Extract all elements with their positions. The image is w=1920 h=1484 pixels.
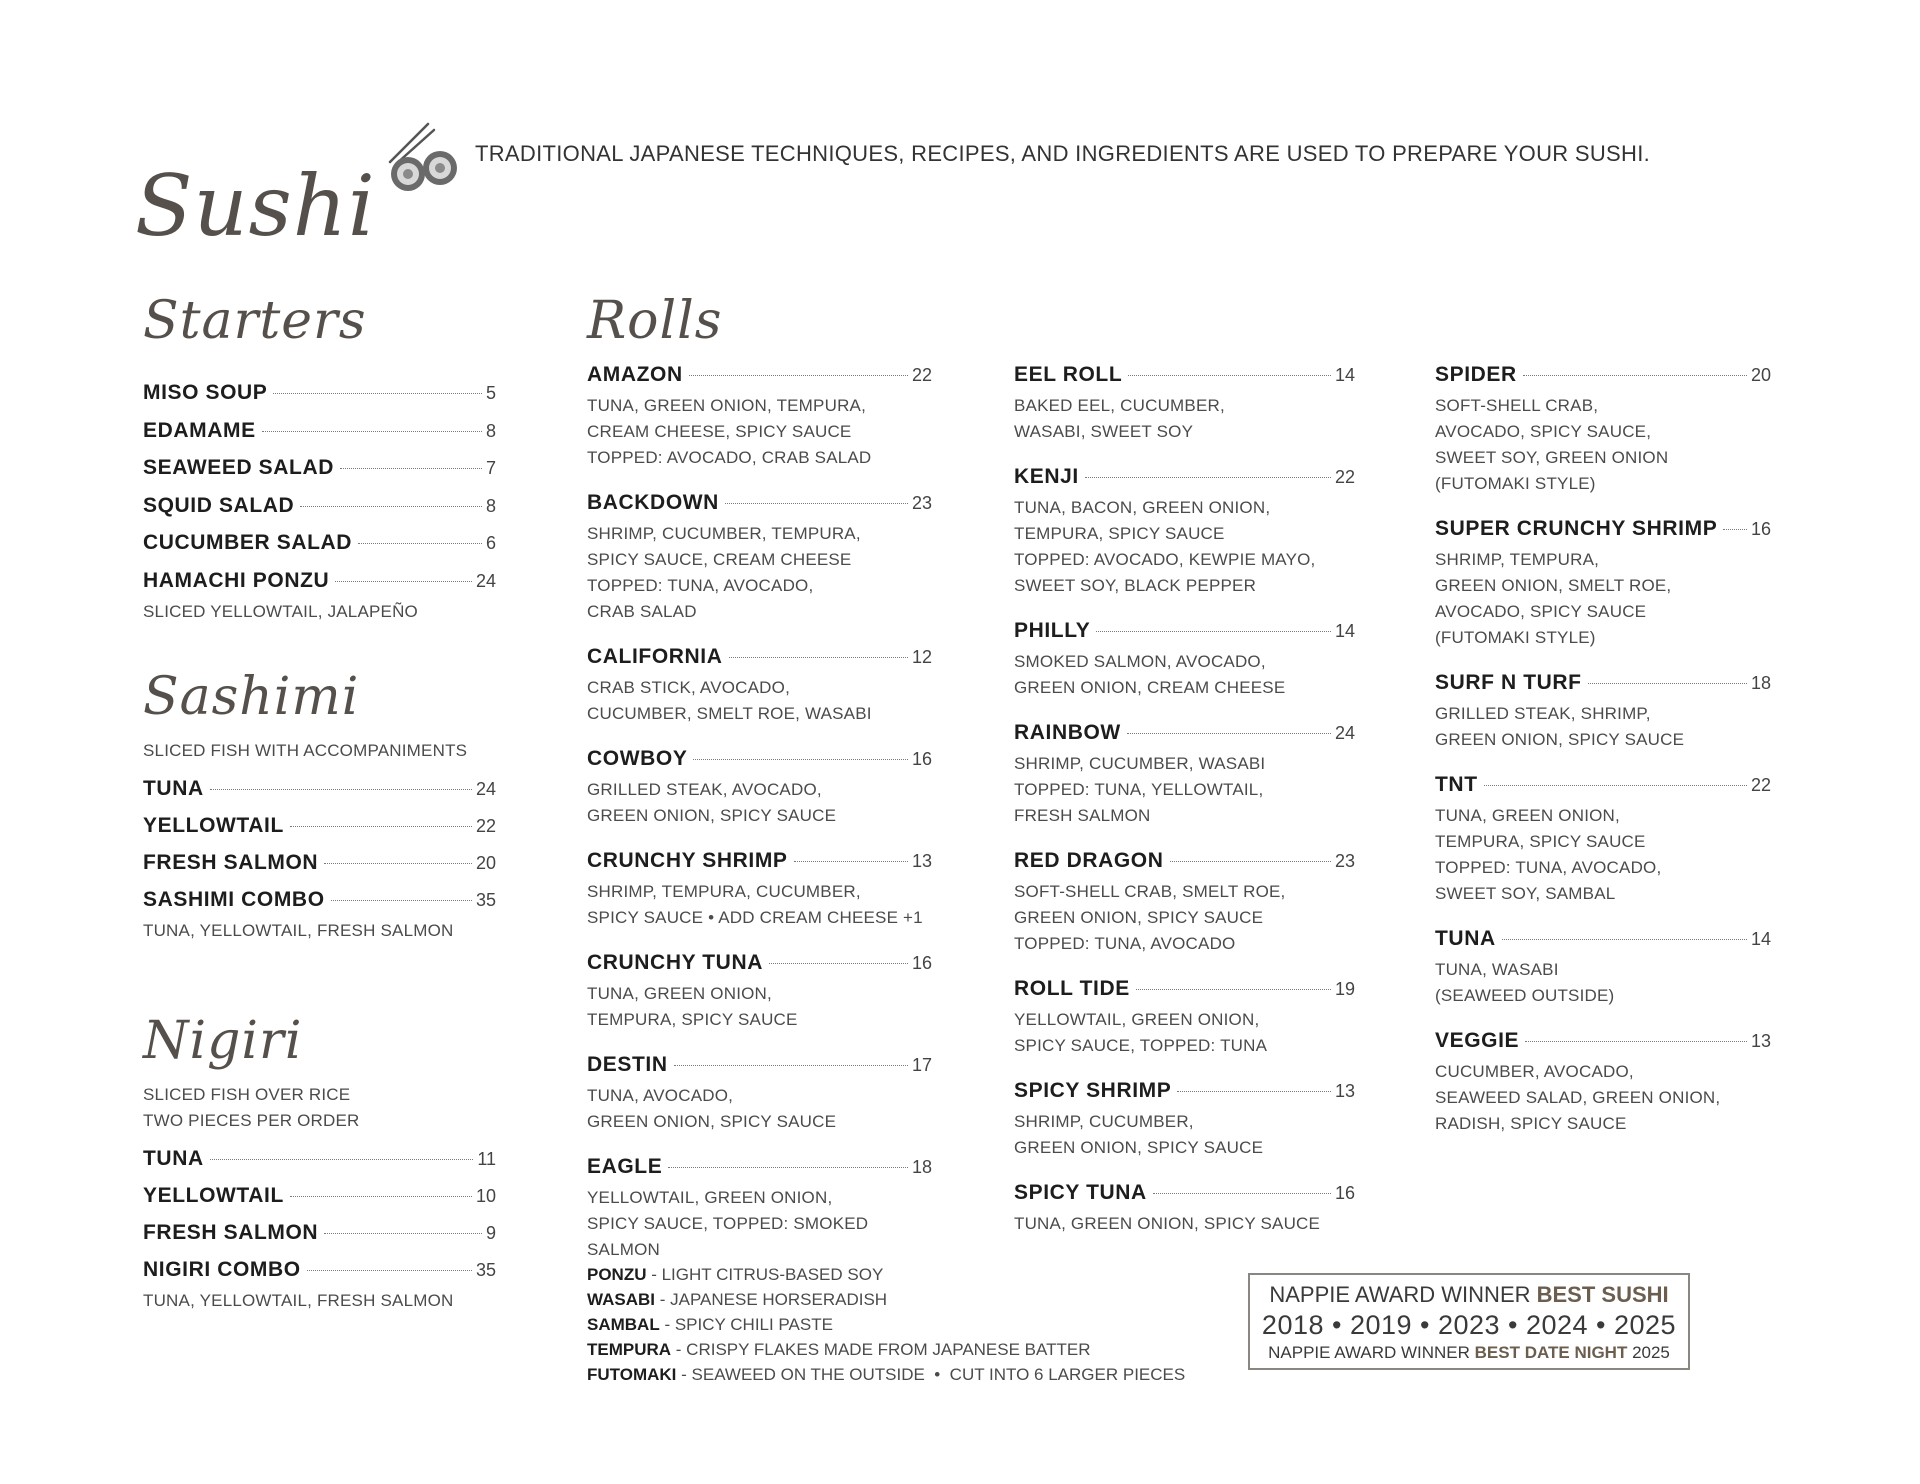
- item-price: 14: [1750, 929, 1771, 949]
- item-name: ROLL TIDE: [1014, 977, 1130, 1000]
- item-description: TUNA, AVOCADO,: [587, 1086, 734, 1105]
- menu-item: [143, 881, 496, 944]
- glossary-term: SAMBAL: [587, 1315, 660, 1334]
- item-description: FRESH SALMON: [1014, 806, 1151, 825]
- award-category: BEST DATE NIGHT: [1474, 1343, 1628, 1362]
- item-description: SHRIMP, TEMPURA, CUCUMBER,: [587, 882, 861, 901]
- sashimi-title: Sashimi: [143, 667, 360, 727]
- item-price: 22: [1334, 467, 1355, 487]
- sashimi-section: [143, 656, 496, 944]
- rolls-column-1: [587, 356, 932, 1276]
- dot-leader: [1170, 861, 1331, 862]
- item-price: 24: [475, 570, 496, 591]
- menu-item: [1435, 1022, 1771, 1137]
- dot-leader: [1723, 529, 1747, 530]
- item-name: DESTIN: [587, 1053, 668, 1076]
- item-price: 13: [1334, 1081, 1355, 1101]
- dot-leader: [290, 1196, 472, 1197]
- nigiri-section: [143, 1000, 496, 1314]
- item-name: SUPER CRUNCHY SHRIMP: [1435, 517, 1718, 540]
- starters-section: [143, 280, 496, 625]
- item-name: YELLOWTAIL: [143, 814, 284, 837]
- menu-item: [1435, 664, 1771, 753]
- item-name: EEL ROLL: [1014, 363, 1123, 386]
- item-name: TUNA: [143, 777, 204, 800]
- dot-leader: [1096, 631, 1331, 632]
- item-description: BAKED EEL, CUCUMBER,: [1014, 396, 1225, 415]
- item-price: 10: [475, 1186, 496, 1206]
- menu-item: [587, 1148, 932, 1263]
- menu-item: [1014, 458, 1355, 599]
- item-name: AMAZON: [587, 363, 683, 386]
- item-description: TUNA, GREEN ONION, TEMPURA,: [587, 396, 867, 415]
- item-description: GRILLED STEAK, AVOCADO,: [587, 780, 822, 799]
- dot-leader: [262, 431, 482, 432]
- item-price: 7: [485, 458, 496, 478]
- glossary-entry: [587, 1312, 1287, 1337]
- item-description: YELLOWTAIL, GREEN ONION,: [587, 1188, 833, 1207]
- item-price: 13: [1750, 1031, 1771, 1051]
- dot-leader: [729, 657, 908, 658]
- item-description: TUNA, YELLOWTAIL, FRESH SALMON: [143, 1291, 454, 1310]
- item-description: TOPPED: TUNA, YELLOWTAIL,: [1014, 780, 1264, 799]
- item-name: TUNA: [143, 1147, 204, 1170]
- dot-leader: [794, 861, 908, 862]
- item-name: YELLOWTAIL: [143, 1184, 284, 1207]
- menu-item: [1435, 510, 1771, 651]
- item-description: TOPPED: AVOCADO, CRAB SALAD: [587, 448, 872, 467]
- nigiri-subtitle: TWO PIECES PER ORDER: [143, 1111, 360, 1130]
- item-name: SEAWEED SALAD: [143, 456, 334, 479]
- glossary-definition: - SPICY CHILI PASTE: [659, 1315, 833, 1334]
- item-name: BACKDOWN: [587, 491, 719, 514]
- menu-item: [1014, 1072, 1355, 1161]
- dot-leader: [1085, 477, 1331, 478]
- item-price: 8: [485, 495, 496, 516]
- item-price: 6: [485, 533, 496, 553]
- award-year: 2025: [1627, 1343, 1670, 1362]
- menu-item: [587, 484, 932, 625]
- item-name: SASHIMI COMBO: [143, 888, 325, 911]
- dot-leader: [307, 1270, 472, 1271]
- menu-header: [135, 100, 1835, 256]
- item-name: SQUID SALAD: [143, 493, 295, 517]
- menu-item: [587, 638, 932, 727]
- item-price: 16: [911, 749, 932, 769]
- menu-item: [143, 844, 496, 881]
- item-description: CRAB SALAD: [587, 602, 697, 621]
- item-name: SPIDER: [1435, 363, 1517, 386]
- menu-item: [143, 1177, 496, 1214]
- item-name: FRESH SALMON: [143, 851, 319, 874]
- rolls-column-3: [1435, 356, 1771, 1150]
- menu-item: [143, 1251, 496, 1314]
- dot-leader: [273, 393, 482, 394]
- sashimi-subtitle: SLICED FISH WITH ACCOMPANIMENTS: [143, 741, 468, 760]
- item-price: 22: [1750, 775, 1771, 795]
- item-description: SHRIMP, CUCUMBER, WASABI: [1014, 754, 1266, 773]
- item-description: RADISH, SPICY SAUCE: [1435, 1114, 1627, 1133]
- item-description: TOPPED: TUNA, AVOCADO,: [587, 576, 814, 595]
- award-label: NAPPIE AWARD WINNER: [1269, 1282, 1537, 1307]
- glossary-definition: - JAPANESE HORSERADISH: [655, 1290, 888, 1309]
- menu-item: [143, 1214, 496, 1251]
- item-description: SEAWEED SALAD, GREEN ONION,: [1435, 1088, 1721, 1107]
- nigiri-title: Nigiri: [143, 1011, 303, 1071]
- item-name: CALIFORNIA: [587, 645, 723, 668]
- award-best-date-night: [1250, 1341, 1688, 1365]
- item-description: SOFT-SHELL CRAB, SMELT ROE,: [1014, 882, 1286, 901]
- item-description: GRILLED STEAK, SHRIMP,: [1435, 704, 1651, 723]
- item-description: SHRIMP, CUCUMBER,: [1014, 1112, 1194, 1131]
- item-description: GREEN ONION, SPICY SAUCE: [587, 1112, 837, 1131]
- menu-tagline: TRADITIONAL JAPANESE TECHNIQUES, RECIPES, AND INGREDIENTS ARE USED TO PREPARE YOUR SUSHI.: [475, 141, 1651, 166]
- glossary-term: PONZU: [587, 1265, 647, 1284]
- item-price: 22: [911, 365, 932, 385]
- item-price: 23: [1334, 851, 1355, 871]
- menu-item: [143, 807, 496, 844]
- dot-leader: [1588, 683, 1747, 684]
- item-price: 12: [911, 647, 932, 667]
- item-price: 20: [1750, 365, 1771, 385]
- menu-item: [1014, 842, 1355, 957]
- rolls-title: Rolls: [587, 291, 723, 351]
- menu-item: [143, 524, 496, 562]
- menu-title: Sushi: [135, 157, 376, 256]
- item-price: 18: [1750, 673, 1771, 693]
- glossary-entry: [587, 1262, 1287, 1287]
- award-badge: [1248, 1273, 1690, 1370]
- dot-leader: [324, 863, 472, 864]
- item-description: TUNA, YELLOWTAIL, FRESH SALMON: [143, 921, 454, 940]
- menu-item: [1014, 1174, 1355, 1237]
- item-price: 9: [485, 1223, 496, 1243]
- item-description: TEMPURA, SPICY SAUCE: [1014, 524, 1225, 543]
- item-description: TOPPED: TUNA, AVOCADO,: [1435, 858, 1662, 877]
- dot-leader: [1127, 733, 1331, 734]
- item-description: GREEN ONION, SMELT ROE,: [1435, 576, 1672, 595]
- item-name: EAGLE: [587, 1155, 663, 1178]
- menu-item: [587, 740, 932, 829]
- item-description: TOPPED: AVOCADO, KEWPIE MAYO,: [1014, 550, 1316, 569]
- dot-leader: [1502, 939, 1747, 940]
- dot-leader: [358, 543, 482, 544]
- item-description: SPICY SAUCE, CREAM CHEESE: [587, 550, 852, 569]
- dot-leader: [769, 963, 908, 964]
- dot-leader: [668, 1167, 908, 1168]
- item-description: TUNA, WASABI: [1435, 960, 1559, 979]
- item-description: WASABI, SWEET SOY: [1014, 422, 1194, 441]
- item-description: CRAB STICK, AVOCADO,: [587, 678, 791, 697]
- item-name: KENJI: [1014, 465, 1079, 488]
- item-name: MISO SOUP: [143, 381, 268, 404]
- dot-leader: [1136, 989, 1331, 990]
- item-description: CREAM CHEESE, SPICY SAUCE: [587, 422, 852, 441]
- item-name: CUCUMBER SALAD: [143, 531, 353, 554]
- dot-leader: [340, 468, 482, 469]
- item-description: SPICY SAUCE, TOPPED: TUNA: [1014, 1036, 1268, 1055]
- item-name: TUNA: [1435, 927, 1496, 950]
- item-price: 22: [475, 816, 496, 836]
- item-name: VEGGIE: [1435, 1029, 1520, 1052]
- glossary-definition: - CRISPY FLAKES MADE FROM JAPANESE BATTER: [671, 1340, 1091, 1359]
- item-description: SHRIMP, CUCUMBER, TEMPURA,: [587, 524, 861, 543]
- item-price: 8: [485, 420, 496, 441]
- item-name: SPICY SHRIMP: [1014, 1079, 1172, 1102]
- dot-leader: [1525, 1041, 1747, 1042]
- glossary-definition: - SEAWEED ON THE OUTSIDE • CUT INTO 6 LARGER PIECES: [676, 1365, 1186, 1384]
- item-price: 19: [1334, 979, 1355, 999]
- item-description: SLICED YELLOWTAIL, JALAPEÑO: [143, 602, 418, 621]
- dot-leader: [674, 1065, 908, 1066]
- item-description: SWEET SOY, BLACK PEPPER: [1014, 576, 1257, 595]
- item-price: 35: [475, 1260, 496, 1280]
- item-name: TNT: [1435, 773, 1478, 796]
- item-description: TEMPURA, SPICY SAUCE: [1435, 832, 1646, 851]
- item-description: SPICY SAUCE, TOPPED: SMOKED SALMON: [587, 1214, 869, 1259]
- item-description: GREEN ONION, SPICY SAUCE: [1014, 908, 1264, 927]
- item-price: 17: [911, 1055, 932, 1075]
- dot-leader: [689, 375, 908, 376]
- item-price: 14: [1334, 621, 1355, 641]
- menu-item: [143, 412, 496, 450]
- item-name: PHILLY: [1014, 619, 1091, 642]
- dot-leader: [693, 759, 908, 760]
- item-description: (SEAWEED OUTSIDE): [1435, 986, 1615, 1005]
- menu-item: [1014, 612, 1355, 701]
- menu-item: [143, 562, 496, 626]
- menu-item: [587, 842, 932, 931]
- dot-leader: [1484, 785, 1747, 786]
- item-description: YELLOWTAIL, GREEN ONION,: [1014, 1010, 1260, 1029]
- dot-leader: [725, 503, 908, 504]
- item-name: RED DRAGON: [1014, 849, 1164, 872]
- item-name: HAMACHI PONZU: [143, 568, 330, 592]
- glossary-entry: [587, 1287, 1287, 1312]
- item-description: GREEN ONION, SPICY SAUCE: [587, 806, 837, 825]
- menu-item: [1435, 766, 1771, 907]
- glossary-term: FUTOMAKI: [587, 1365, 677, 1384]
- item-description: SWEET SOY, SAMBAL: [1435, 884, 1616, 903]
- award-best-sushi: [1250, 1281, 1688, 1309]
- award-label: NAPPIE AWARD WINNER: [1268, 1343, 1475, 1362]
- glossary-term: WASABI: [587, 1290, 655, 1309]
- dot-leader: [1523, 375, 1747, 376]
- item-name: CRUNCHY SHRIMP: [587, 849, 788, 872]
- item-description: SHRIMP, TEMPURA,: [1435, 550, 1600, 569]
- dot-leader: [1128, 375, 1331, 376]
- menu-item: [1014, 714, 1355, 829]
- menu-item: [587, 944, 932, 1033]
- item-price: 20: [475, 853, 496, 873]
- sushi-rolls-chopsticks-icon: [360, 118, 470, 203]
- item-price: 5: [485, 383, 496, 403]
- item-name: CRUNCHY TUNA: [587, 951, 763, 974]
- glossary-definition: - LIGHT CITRUS-BASED SOY: [646, 1265, 884, 1284]
- dot-leader: [210, 1159, 474, 1160]
- item-description: TUNA, GREEN ONION,: [587, 984, 772, 1003]
- item-price: 14: [1334, 365, 1355, 385]
- item-price: 13: [911, 851, 932, 871]
- item-name: RAINBOW: [1014, 721, 1121, 744]
- item-description: TUNA, GREEN ONION,: [1435, 806, 1620, 825]
- item-name: FRESH SALMON: [143, 1221, 319, 1244]
- menu-item: [1435, 356, 1771, 497]
- menu-item: [1435, 920, 1771, 1009]
- item-description: GREEN ONION, CREAM CHEESE: [1014, 678, 1286, 697]
- item-description: TUNA, GREEN ONION, SPICY SAUCE: [1014, 1214, 1321, 1233]
- glossary-entry: [587, 1362, 1287, 1387]
- item-description: AVOCADO, SPICY SAUCE,: [1435, 422, 1652, 441]
- dot-leader: [331, 900, 472, 901]
- dot-leader: [1153, 1193, 1331, 1194]
- item-price: 16: [1750, 519, 1771, 539]
- item-price: 11: [477, 1149, 496, 1169]
- item-price: 18: [911, 1157, 932, 1177]
- dot-leader: [210, 789, 472, 790]
- menu-item: [1014, 356, 1355, 445]
- item-price: 24: [1334, 723, 1355, 743]
- menu-item: [143, 449, 496, 487]
- item-name: EDAMAME: [143, 418, 256, 442]
- item-description: (FUTOMAKI STYLE): [1435, 628, 1596, 647]
- dot-leader: [1177, 1091, 1331, 1092]
- award-category: BEST SUSHI: [1536, 1282, 1669, 1307]
- menu-item: [143, 770, 496, 807]
- item-description: GREEN ONION, SPICY SAUCE: [1435, 730, 1685, 749]
- item-name: NIGIRI COMBO: [143, 1258, 301, 1281]
- item-description: CUCUMBER, SMELT ROE, WASABI: [587, 704, 872, 723]
- item-name: SPICY TUNA: [1014, 1181, 1147, 1204]
- award-years: 2018 • 2019 • 2023 • 2024 • 2025: [1261, 1310, 1677, 1340]
- glossary-entry: [587, 1337, 1287, 1362]
- item-description: AVOCADO, SPICY SAUCE: [1435, 602, 1647, 621]
- item-price: 23: [911, 493, 932, 513]
- item-description: SWEET SOY, GREEN ONION: [1435, 448, 1669, 467]
- item-price: 16: [1334, 1183, 1355, 1203]
- nigiri-subtitle: SLICED FISH OVER RICE: [143, 1085, 351, 1104]
- menu-item: [143, 1140, 496, 1177]
- item-description: TUNA, BACON, GREEN ONION,: [1014, 498, 1271, 517]
- glossary: [587, 1262, 1287, 1387]
- dot-leader: [290, 826, 472, 827]
- item-price: 24: [475, 779, 496, 799]
- dot-leader: [335, 581, 472, 582]
- item-description: (FUTOMAKI STYLE): [1435, 474, 1596, 493]
- menu-item: [143, 374, 496, 412]
- dot-leader: [300, 506, 482, 507]
- item-description: SPICY SAUCE • ADD CREAM CHEESE +1: [587, 908, 923, 927]
- glossary-term: TEMPURA: [587, 1340, 672, 1359]
- menu-item: [587, 356, 932, 471]
- item-price: 35: [475, 890, 496, 910]
- item-description: TEMPURA, SPICY SAUCE: [587, 1010, 798, 1029]
- menu-item: [143, 487, 496, 525]
- menu-item: [587, 1046, 932, 1135]
- menu-item: [1014, 970, 1355, 1059]
- item-description: SOFT-SHELL CRAB,: [1435, 396, 1599, 415]
- rolls-column-2: [1014, 356, 1355, 1250]
- starters-title: Starters: [143, 291, 367, 351]
- item-name: SURF N TURF: [1435, 671, 1582, 694]
- item-price: 16: [911, 953, 932, 973]
- item-description: TOPPED: TUNA, AVOCADO: [1014, 934, 1236, 953]
- item-description: SMOKED SALMON, AVOCADO,: [1014, 652, 1266, 671]
- item-name: COWBOY: [587, 747, 688, 770]
- item-description: GREEN ONION, SPICY SAUCE: [1014, 1138, 1264, 1157]
- item-description: CUCUMBER, AVOCADO,: [1435, 1062, 1634, 1081]
- dot-leader: [324, 1233, 482, 1234]
